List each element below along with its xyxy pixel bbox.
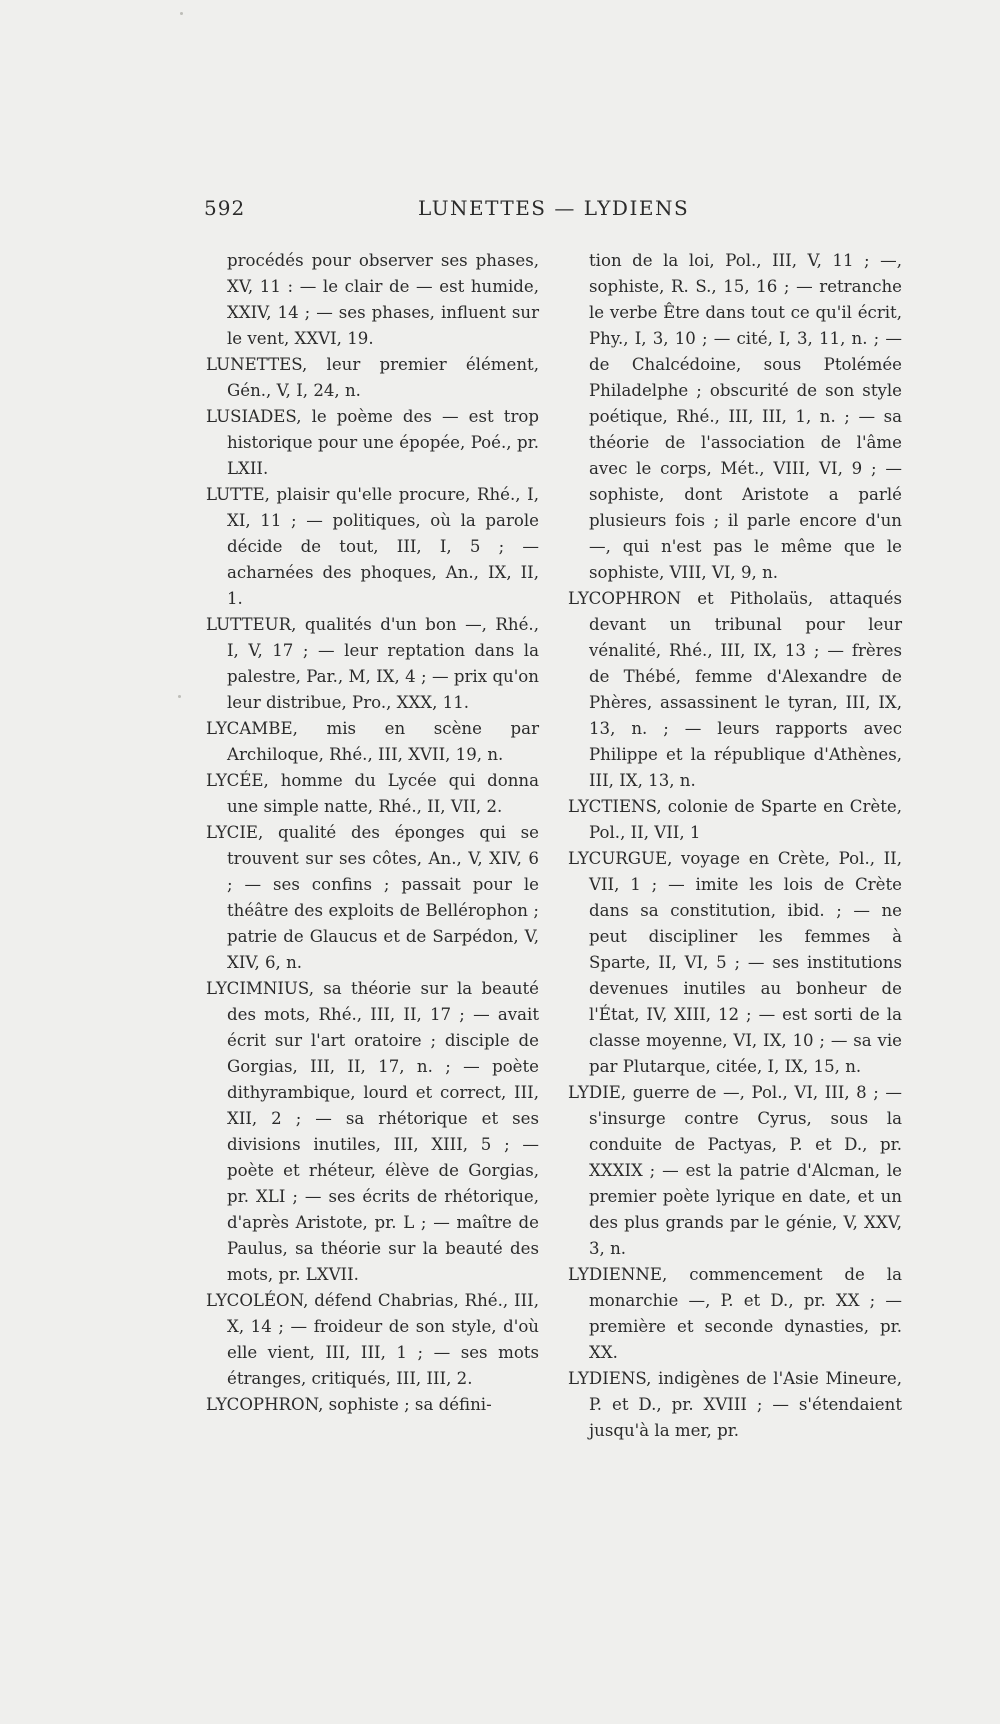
- page-number: 592: [204, 196, 246, 220]
- index-entry: LYCOPHRON, sophiste ; sa défini-: [206, 1395, 492, 1414]
- paper-speck: [180, 12, 183, 15]
- index-entry: LYCURGUE, voyage en Crète, Pol., II, VII, 1 ; — imite les lois de Crète dans sa constitution, ibid. ; — ne peut discipliner les femmes à Sparte, II, VI, 5 ; — ses institutions devenues inutiles au bonheur de l'État, IV, XIII, 12 ; — est sorti de la classe moyenne, VI, IX, 10 ; — sa vie par Plutarque, citée, I, IX, 15, n.: [568, 849, 902, 1076]
- index-entry: LYDIENNE, commencement de la monarchie —, P. et D., pr. XX ; — première et seconde dynasties, pr. XX.: [568, 1265, 902, 1362]
- index-entry-continuation: procédés pour observer ses phases, XV, 11 : — le clair de — est humide, XXIV, 14 ; — ses phases, influent sur le vent, XXVI, 19.: [227, 251, 539, 348]
- index-entry: LUSIADES, le poème des — est trop historique pour une épopée, Poé., pr. LXII.: [206, 407, 539, 478]
- page-header: [204, 196, 904, 230]
- index-entry: LYCOLÉON, défend Chabrias, Rhé., III, X, 14 ; — froideur de son style, d'où elle vient, III, III, 1 ; — ses mots étranges, critiqués, III, III, 2.: [206, 1291, 539, 1388]
- right-column: [568, 248, 902, 1444]
- index-entry: LYCAMBE, mis en scène par Archiloque, Rhé., III, XVII, 19, n.: [206, 719, 539, 764]
- index-entry: LUTTE, plaisir qu'elle procure, Rhé., I, XI, 11 ; — politiques, où la parole décide de tout, III, I, 5 ; — acharnées des phoques, An., IX, II, 1.: [206, 485, 539, 608]
- running-title: LUNETTES — LYDIENS: [418, 196, 690, 220]
- index-entry: LYCÉE, homme du Lycée qui donna une simple natte, Rhé., II, VII, 2.: [206, 771, 539, 816]
- index-entry: LUNETTES, leur premier élément, Gén., V, I, 24, n.: [206, 355, 539, 400]
- index-entry: LUTTEUR, qualités d'un bon —, Rhé., I, V, 17 ; — leur reptation dans la palestre, Par., M, IX, 4 ; — prix qu'on leur distribue, Pro., XXX, 11.: [206, 615, 539, 712]
- left-column: [206, 248, 539, 1418]
- index-entry-continuation: tion de la loi, Pol., III, V, 11 ; —, sophiste, R. S., 15, 16 ; — retranche le verbe Être dans tout ce qu'il écrit, Phy., I, 3, 10 ; — cité, I, 3, 11, n. ; — de Chalcédoine, sous Ptolémée Philadelphe ; obscurité de son style poétique, Rhé., III, III, 1, n. ; — sa théorie de l'association de l'âme avec le corps, Mét., VIII, VI, 9 ; — sophiste, dont Aristote a parlé plusieurs fois ; il parle encore d'un —, qui n'est pas le même que le sophiste, VIII, VI, 9, n.: [589, 251, 902, 582]
- index-entry: LYCIE, qualité des éponges qui se trouvent sur ses côtes, An., V, XIV, 6 ; — ses confins ; passait pour le théâtre des exploits de Bellérophon ; patrie de Glaucus et de Sarpédon, V, XIV, 6, n.: [206, 823, 539, 972]
- index-entry: LYCIMNIUS, sa théorie sur la beauté des mots, Rhé., III, II, 17 ; — avait écrit sur l'art oratoire ; disciple de Gorgias, III, II, 17, n. ; — poète dithyrambique, lourd et correct, III, XII, 2 ; — sa rhétorique et ses divisions inutiles, III, XIII, 5 ; — poète et rhéteur, élève de Gorgias, pr. XLI ; — ses écrits de rhétorique, d'après Aristote, pr. L ; — maître de Paulus, sa théorie sur la beauté des mots, pr. LXVII.: [206, 979, 539, 1284]
- paper-speck: [178, 695, 181, 698]
- index-entry: LYDIE, guerre de —, Pol., VI, III, 8 ; — s'insurge contre Cyrus, sous la conduite de Pactyas, P. et D., pr. XXXIX ; — est la patrie d'Alcman, le premier poète lyrique en date, et un des plus grands par le génie, V, XXV, 3, n.: [568, 1083, 902, 1258]
- index-entry: LYCOPHRON et Pitholaüs, attaqués devant un tribunal pour leur vénalité, Rhé., III, IX, 13 ; — frères de Thébé, femme d'Alexandre de Phères, assassinent le tyran, III, IX, 13, n. ; — leurs rapports avec Philippe et la république d'Athènes, III, IX, 13, n.: [568, 589, 902, 790]
- index-entry: LYDIENS, indigènes de l'Asie Mineure, P. et D., pr. XVIII ; — s'étendaient jusqu'à la mer, pr.: [568, 1369, 902, 1440]
- index-entry: LYCTIENS, colonie de Sparte en Crète, Pol., II, VII, 1: [568, 797, 902, 842]
